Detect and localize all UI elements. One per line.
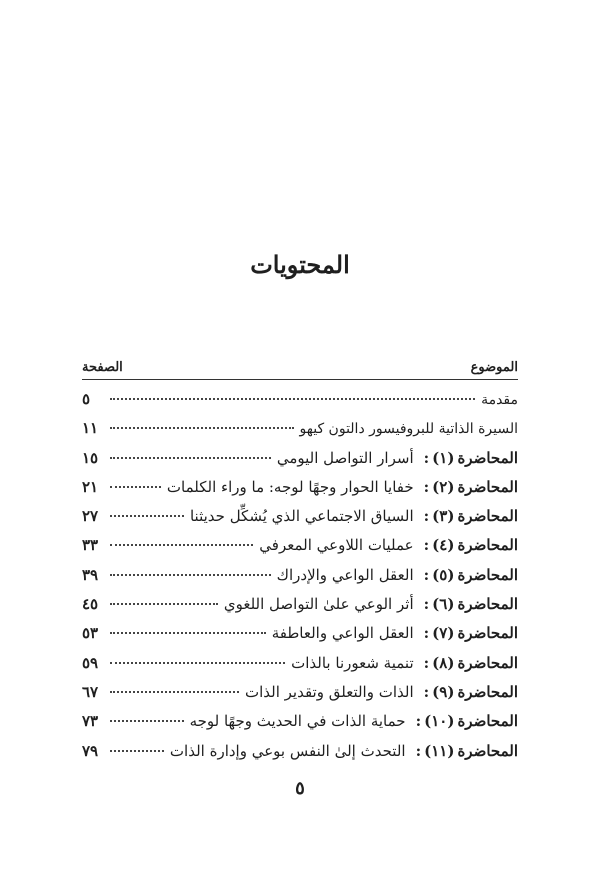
lecture-number: (٦) [432, 595, 455, 614]
toc-entry-lecture-10[interactable]: المحاضرة(١٠): حماية الذات في الحديث وجهًا لوجه ٧٣ [82, 712, 518, 731]
lecture-word: المحاضرة [457, 712, 518, 731]
table-of-contents [82, 353, 518, 771]
toc-entry-topic: التحدث إلىٰ النفس بوعي وإدارة الذات [169, 741, 406, 760]
toc-entry-lecture-2[interactable]: المحاضرة(٢): خفايا الحوار وجهًا لوجه: ما وراء الكلمات ٢١ [82, 477, 518, 496]
dot-leader [110, 427, 294, 429]
dot-leader [110, 750, 164, 752]
lecture-number: (١١) [424, 741, 455, 760]
lecture-word: المحاضرة [457, 507, 518, 526]
toc-entry-lecture-3[interactable]: المحاضرة(٣): السياق الاجتماعي الذي يُشكِّل حديثنا ٢٧ [82, 507, 518, 526]
dot-leader [110, 515, 184, 517]
lecture-word: المحاضرة [457, 536, 518, 555]
dot-leader [110, 486, 161, 488]
lecture-word: المحاضرة [457, 595, 518, 614]
dot-leader [110, 720, 184, 722]
lecture-number: (٧) [432, 624, 455, 643]
toc-entry-topic: أسرار التواصل اليومي [276, 448, 414, 467]
dot-leader [110, 662, 285, 664]
toc-entry-topic: الذات والتعلق وتقدير الذات [244, 682, 414, 701]
lecture-word: المحاضرة [457, 741, 518, 760]
toc-entry-lecture-8[interactable]: المحاضرة(٨): تنمية شعورنا بالذات ٥٩ [82, 653, 518, 672]
toc-entry-topic: العقل الواعي والعاطفة [271, 624, 414, 643]
dot-leader [110, 574, 271, 576]
toc-entry-page: ٣٣ [82, 536, 99, 555]
toc-entry-page: ٥ [82, 390, 91, 408]
toc-entry-lecture-9[interactable]: المحاضرة(٩): الذات والتعلق وتقدير الذات ٦٧ [82, 682, 518, 701]
lecture-word: المحاضرة [457, 448, 518, 467]
lecture-number: (٤) [432, 536, 455, 555]
toc-rows [82, 390, 518, 771]
toc-entry-topic: عمليات اللاوعي المعرفي [259, 536, 414, 555]
toc-entry-page: ١٥ [82, 448, 99, 467]
toc-entry-page: ٦٧ [82, 682, 99, 701]
lecture-word: المحاضرة [457, 624, 518, 643]
page-number: ٥ [295, 778, 305, 799]
toc-entry-page: ٥٩ [82, 653, 99, 672]
toc-entry-topic: أثر الوعي علىٰ التواصل اللغوي [223, 595, 414, 614]
lecture-number: (٨) [432, 653, 455, 672]
lecture-number: (١) [432, 448, 455, 467]
lecture-number: (١٠) [424, 712, 455, 731]
dot-leader [110, 632, 266, 634]
page-title: المحتويات [250, 250, 350, 279]
toc-entry-topic: العقل الواعي والإدراك [276, 565, 414, 584]
lecture-number: (٥) [432, 565, 455, 584]
toc-entry-topic: خفايا الحوار وجهًا لوجه: ما وراء الكلمات [166, 477, 414, 496]
toc-entry-lecture-5[interactable]: المحاضرة(٥): العقل الواعي والإدراك ٣٩ [82, 565, 518, 584]
toc-entry-topic: حماية الذات في الحديث وجهًا لوجه [189, 712, 406, 731]
toc-entry-lecture-4[interactable]: المحاضرة(٤): عمليات اللاوعي المعرفي ٣٣ [82, 536, 518, 555]
toc-entry-topic: مقدمة [481, 392, 518, 408]
toc-entry-lecture-11[interactable]: المحاضرة(١١): التحدث إلىٰ النفس بوعي وإدارة الذات ٧٩ [82, 741, 518, 760]
dot-leader [110, 544, 253, 546]
toc-entry-page: ٧٣ [82, 712, 99, 731]
dot-leader [110, 457, 271, 459]
toc-entry-intro[interactable] [82, 390, 518, 419]
toc-entry-lecture-7[interactable]: المحاضرة(٧): العقل الواعي والعاطفة ٥٣ [82, 624, 518, 643]
toc-header [82, 353, 518, 380]
lecture-word: المحاضرة [457, 682, 518, 701]
dot-leader [110, 398, 475, 400]
toc-entry-topic: السياق الاجتماعي الذي يُشكِّل حديثنا [189, 507, 414, 526]
toc-entry-page: ٢٧ [82, 507, 99, 526]
toc-entry-biography[interactable] [82, 419, 518, 448]
toc-entry-lecture-1[interactable]: المحاضرة(١): أسرار التواصل اليومي ١٥ [82, 448, 518, 467]
page-column-header: الصفحة [82, 360, 123, 375]
toc-entry-topic: السيرة الذاتية للبروفيسور دالتون كيهو [299, 421, 518, 438]
lecture-number: (٣) [432, 507, 455, 526]
toc-entry-page: ٤٥ [82, 595, 99, 614]
lecture-number: (٢) [432, 477, 455, 496]
lecture-word: المحاضرة [457, 565, 518, 584]
toc-entry-page: ٧٩ [82, 741, 99, 760]
dot-leader [110, 691, 239, 693]
toc-entry-lecture-6[interactable]: المحاضرة(٦): أثر الوعي علىٰ التواصل اللغوي ٤٥ [82, 595, 518, 614]
topic-column-header: الموضوع [470, 360, 518, 375]
toc-entry-page: ٢١ [82, 477, 99, 496]
lecture-word: المحاضرة [457, 477, 518, 496]
toc-entry-page: ٣٩ [82, 565, 99, 584]
toc-entry-page: ١١ [82, 419, 99, 438]
dot-leader [110, 603, 218, 605]
lecture-number: (٩) [432, 682, 455, 701]
toc-entry-page: ٥٣ [82, 624, 99, 643]
toc-entry-topic: تنمية شعورنا بالذات [291, 653, 414, 672]
lecture-word: المحاضرة [457, 653, 518, 672]
